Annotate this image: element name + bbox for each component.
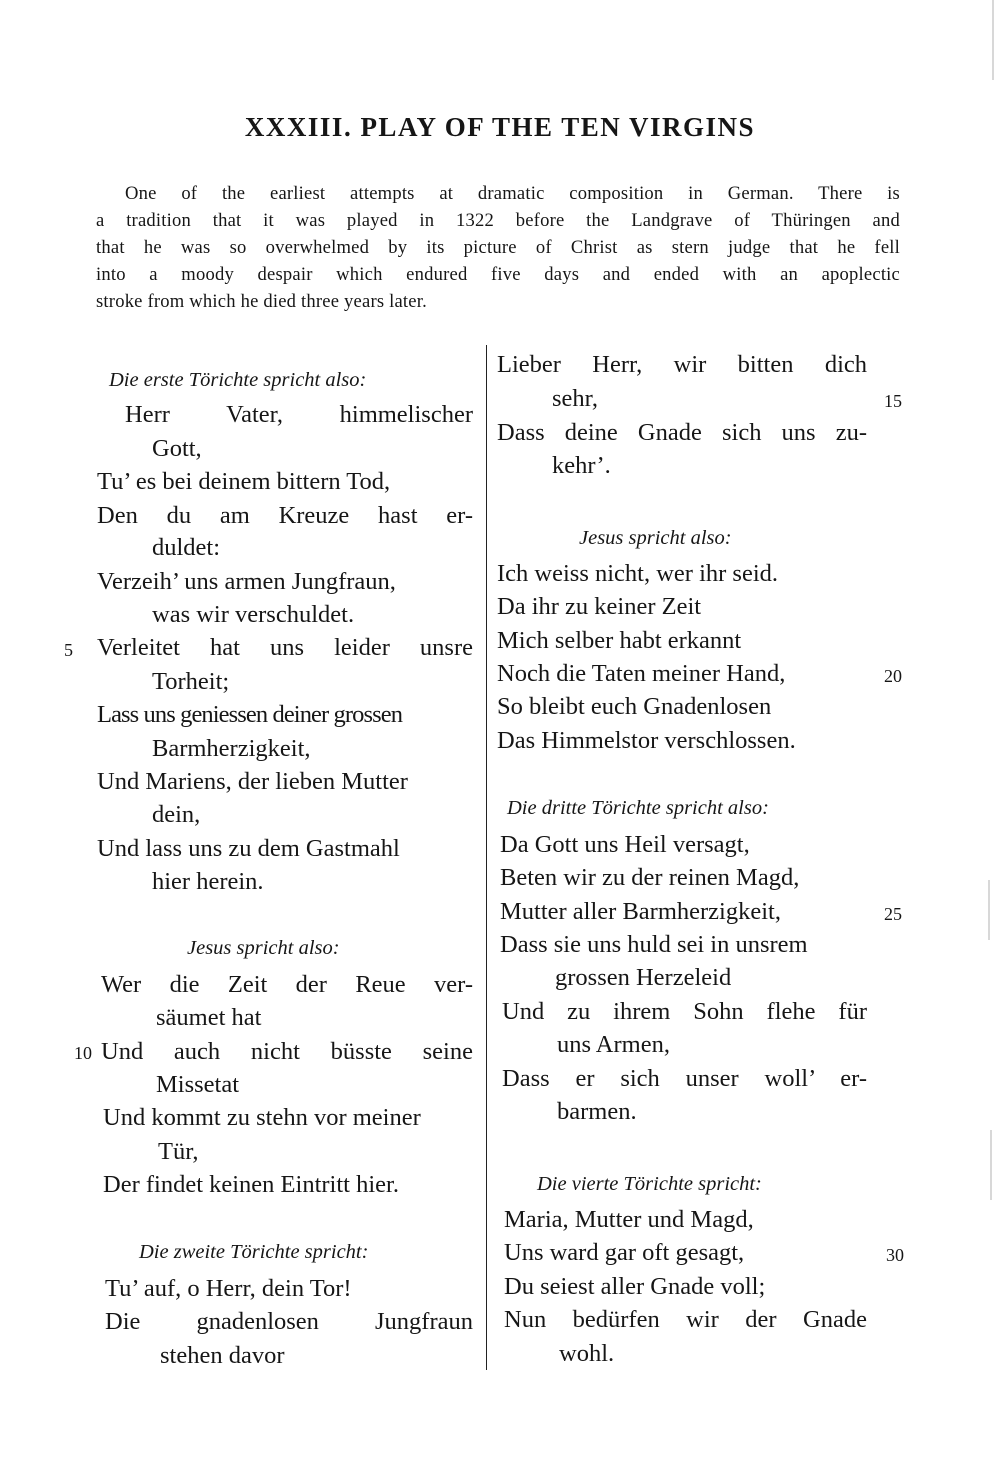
verse-line: Und kommt zu stehn vor meiner <box>103 1104 421 1131</box>
verse-line: Mich selber habt erkannt <box>497 627 742 654</box>
verse-line: Den du am Kreuze hast er- <box>97 502 473 529</box>
verse-line: was wir verschuldet. <box>152 601 355 628</box>
scan-artifact <box>990 1130 992 1200</box>
verse-line: dein, <box>152 801 201 828</box>
verse-line: Wer die Zeit der Reue ver- <box>101 971 473 998</box>
verse-line: Tür, <box>158 1138 199 1165</box>
verse-line: Verleitet hat uns leider unsre <box>97 634 473 661</box>
verse-line: Missetat <box>156 1071 240 1098</box>
verse-line: Beten wir zu der reinen Magd, <box>500 864 800 891</box>
verse-line: grossen Herzeleid <box>555 964 732 991</box>
verse-line: Verzeih’ uns armen Jungfraun, <box>97 568 396 595</box>
verse-line: Ich weiss nicht, wer ihr seid. <box>497 560 778 587</box>
intro-line: One of the earliest attempts at dramatic composition in German. There is <box>125 183 900 204</box>
verse-line: Dass sie uns huld sei in unsrem <box>500 931 808 958</box>
line-number: 5 <box>64 640 73 660</box>
scan-artifact <box>988 880 990 940</box>
verse-line: Gott, <box>152 435 202 462</box>
verse-line: Du seiest aller Gnade voll; <box>504 1273 766 1300</box>
speaker-heading: Jesus spricht also: <box>579 527 732 549</box>
intro-line: a tradition that it was played in 1322 before the Landgrave of Thüringen and <box>96 210 900 231</box>
speaker-heading: Die vierte Törichte spricht: <box>537 1173 762 1195</box>
verse-line: kehr’. <box>552 452 611 479</box>
verse-line: sehr, <box>552 385 598 412</box>
verse-line: Lass uns geniessen deiner grossen <box>97 701 403 728</box>
verse-line: Tu’ es bei deinem bittern Tod, <box>97 468 391 495</box>
verse-line: Noch die Taten meiner Hand, <box>497 660 786 687</box>
speaker-heading: Die zweite Törichte spricht: <box>139 1241 369 1263</box>
line-number: 15 <box>884 391 902 411</box>
verse-line: Und auch nicht büsste seine <box>101 1038 473 1065</box>
right-column <box>497 0 867 1478</box>
verse-line: Das Himmelstor verschlossen. <box>497 727 796 754</box>
verse-line: uns Armen, <box>557 1031 670 1058</box>
verse-line: säumet hat <box>156 1004 262 1031</box>
verse-line: Und zu ihrem Sohn flehe für <box>502 998 867 1025</box>
line-number: 25 <box>884 904 902 924</box>
speaker-heading: Jesus spricht also: <box>187 937 340 959</box>
verse-line: Dass deine Gnade sich uns zu- <box>497 419 867 446</box>
column-divider <box>486 345 487 1370</box>
verse-line: wohl. <box>559 1340 615 1367</box>
verse-line: Die gnadenlosen Jungfraun <box>105 1308 473 1335</box>
verse-line: So bleibt euch Gnadenlosen <box>497 693 772 720</box>
scan-artifact <box>992 0 994 80</box>
verse-line: Torheit; <box>152 668 230 695</box>
verse-line: Da Gott uns Heil versagt, <box>500 831 750 858</box>
verse-line: Uns ward gar oft gesagt, <box>504 1239 745 1266</box>
line-number: 20 <box>884 666 902 686</box>
verse-line: Tu’ auf, o Herr, dein Tor! <box>105 1275 352 1302</box>
verse-line: Nun bedürfen wir der Gnade <box>504 1306 867 1333</box>
verse-line: Der findet keinen Eintritt hier. <box>103 1171 399 1198</box>
verse-line: hier herein. <box>152 868 264 895</box>
speaker-heading: Die erste Törichte spricht also: <box>109 369 367 391</box>
intro-line: into a moody despair which endured five days and ended with an apoplectic <box>96 264 900 285</box>
intro-line: that he was so overwhelmed by its picture of Christ as stern judge that he fell <box>96 237 900 258</box>
left-column <box>97 0 473 1478</box>
speaker-heading: Die dritte Törichte spricht also: <box>507 797 769 819</box>
verse-line: Lieber Herr, wir bitten dich <box>497 351 867 378</box>
page-title: XXXIII. PLAY OF THE TEN VIRGINS <box>244 112 756 142</box>
verse-line: Dass er sich unser woll’ er- <box>502 1065 867 1092</box>
line-number: 30 <box>886 1245 904 1265</box>
verse-line: Barmherzigkeit, <box>152 735 311 762</box>
verse-line: Mutter aller Barmherzigkeit, <box>500 898 781 925</box>
verse-line: Und Mariens, der lieben Mutter <box>97 768 408 795</box>
verse-line: Und lass uns zu dem Gastmahl <box>97 835 400 862</box>
verse-line: Maria, Mutter und Magd, <box>504 1206 754 1233</box>
verse-line: barmen. <box>557 1098 637 1125</box>
line-number: 10 <box>74 1043 92 1063</box>
intro-line: stroke from which he died three years later. <box>96 291 427 312</box>
verse-line: duldet: <box>152 534 221 561</box>
verse-line: stehen davor <box>160 1342 285 1369</box>
verse-line: Herr Vater, himmelischer <box>125 401 473 428</box>
verse-line: Da ihr zu keiner Zeit <box>497 593 702 620</box>
